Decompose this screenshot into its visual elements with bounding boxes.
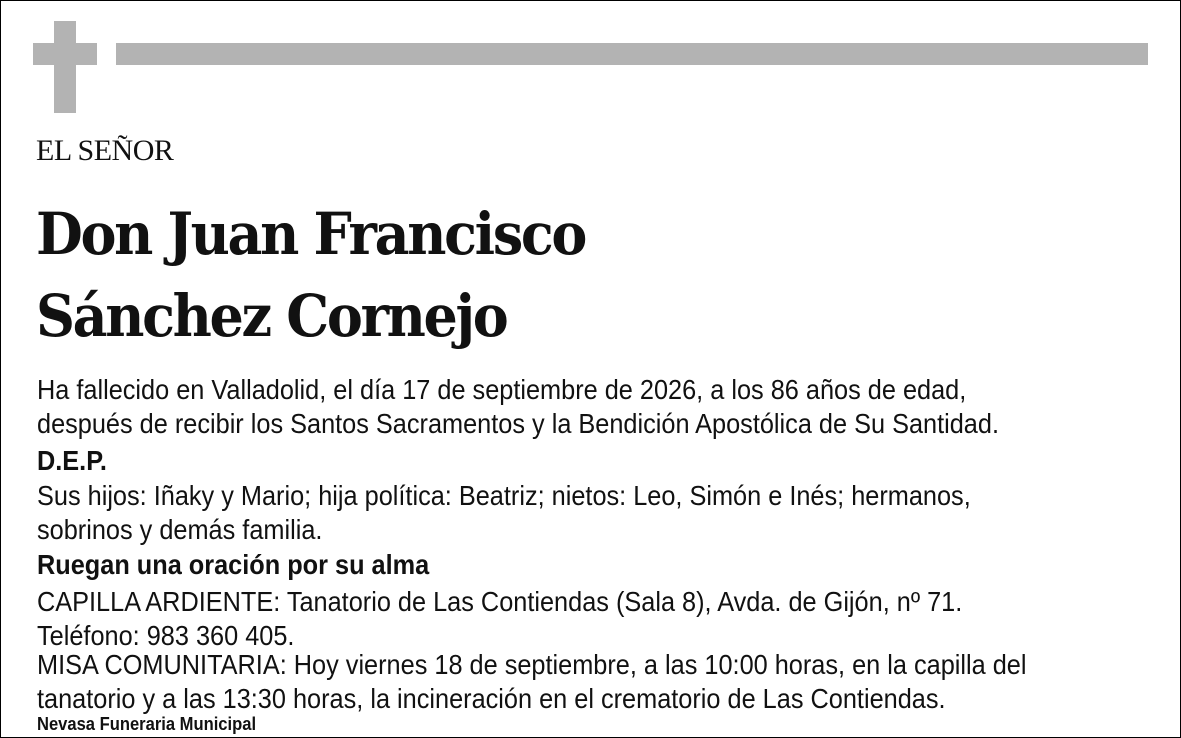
misa-line1: MISA COMUNITARIA: Hoy viernes 18 de septiembre, a las 10:00 horas, en la capilla del [37,649,1027,680]
capilla-ardiente-phone: Teléfono: 983 360 405. [37,620,295,651]
deceased-name-line2: Sánchez Cornejo [36,282,507,350]
family-line1: Sus hijos: Iñaky y Mario; hija política: Beatriz; nietos: Leo, Simón e Inés; hermanos, [37,480,971,511]
misa-line2: tanatorio y a las 13:30 horas, la incineración en el crematorio de Las Contiendas. [37,683,946,714]
cross-icon-crossbar [33,43,97,65]
prayer-request: Ruegan una oración por su alma [37,549,430,580]
funeral-home-credit: Nevasa Funeraria Municipal [37,714,257,734]
title-prefix: EL SEÑOR [36,134,174,167]
deceased-name-line1: Don Juan Francisco [36,200,586,268]
header-rule [116,43,1148,65]
dep-label: D.E.P. [37,445,107,476]
family-line2: sobrinos y demás familia. [37,514,323,545]
deceased-name [36,193,585,357]
capilla-ardiente-line1: CAPILLA ARDIENTE: Tanatorio de Las Contiendas (Sala 8), Avda. de Gijón, nº 71. [37,586,963,617]
announcement-line2: después de recibir los Santos Sacramentos y la Bendición Apostólica de Su Santidad. [37,408,999,439]
cross-icon [54,21,76,113]
announcement-line1: Ha fallecido en Valladolid, el día 17 de septiembre de 2026, a los 86 años de edad, [37,374,967,405]
